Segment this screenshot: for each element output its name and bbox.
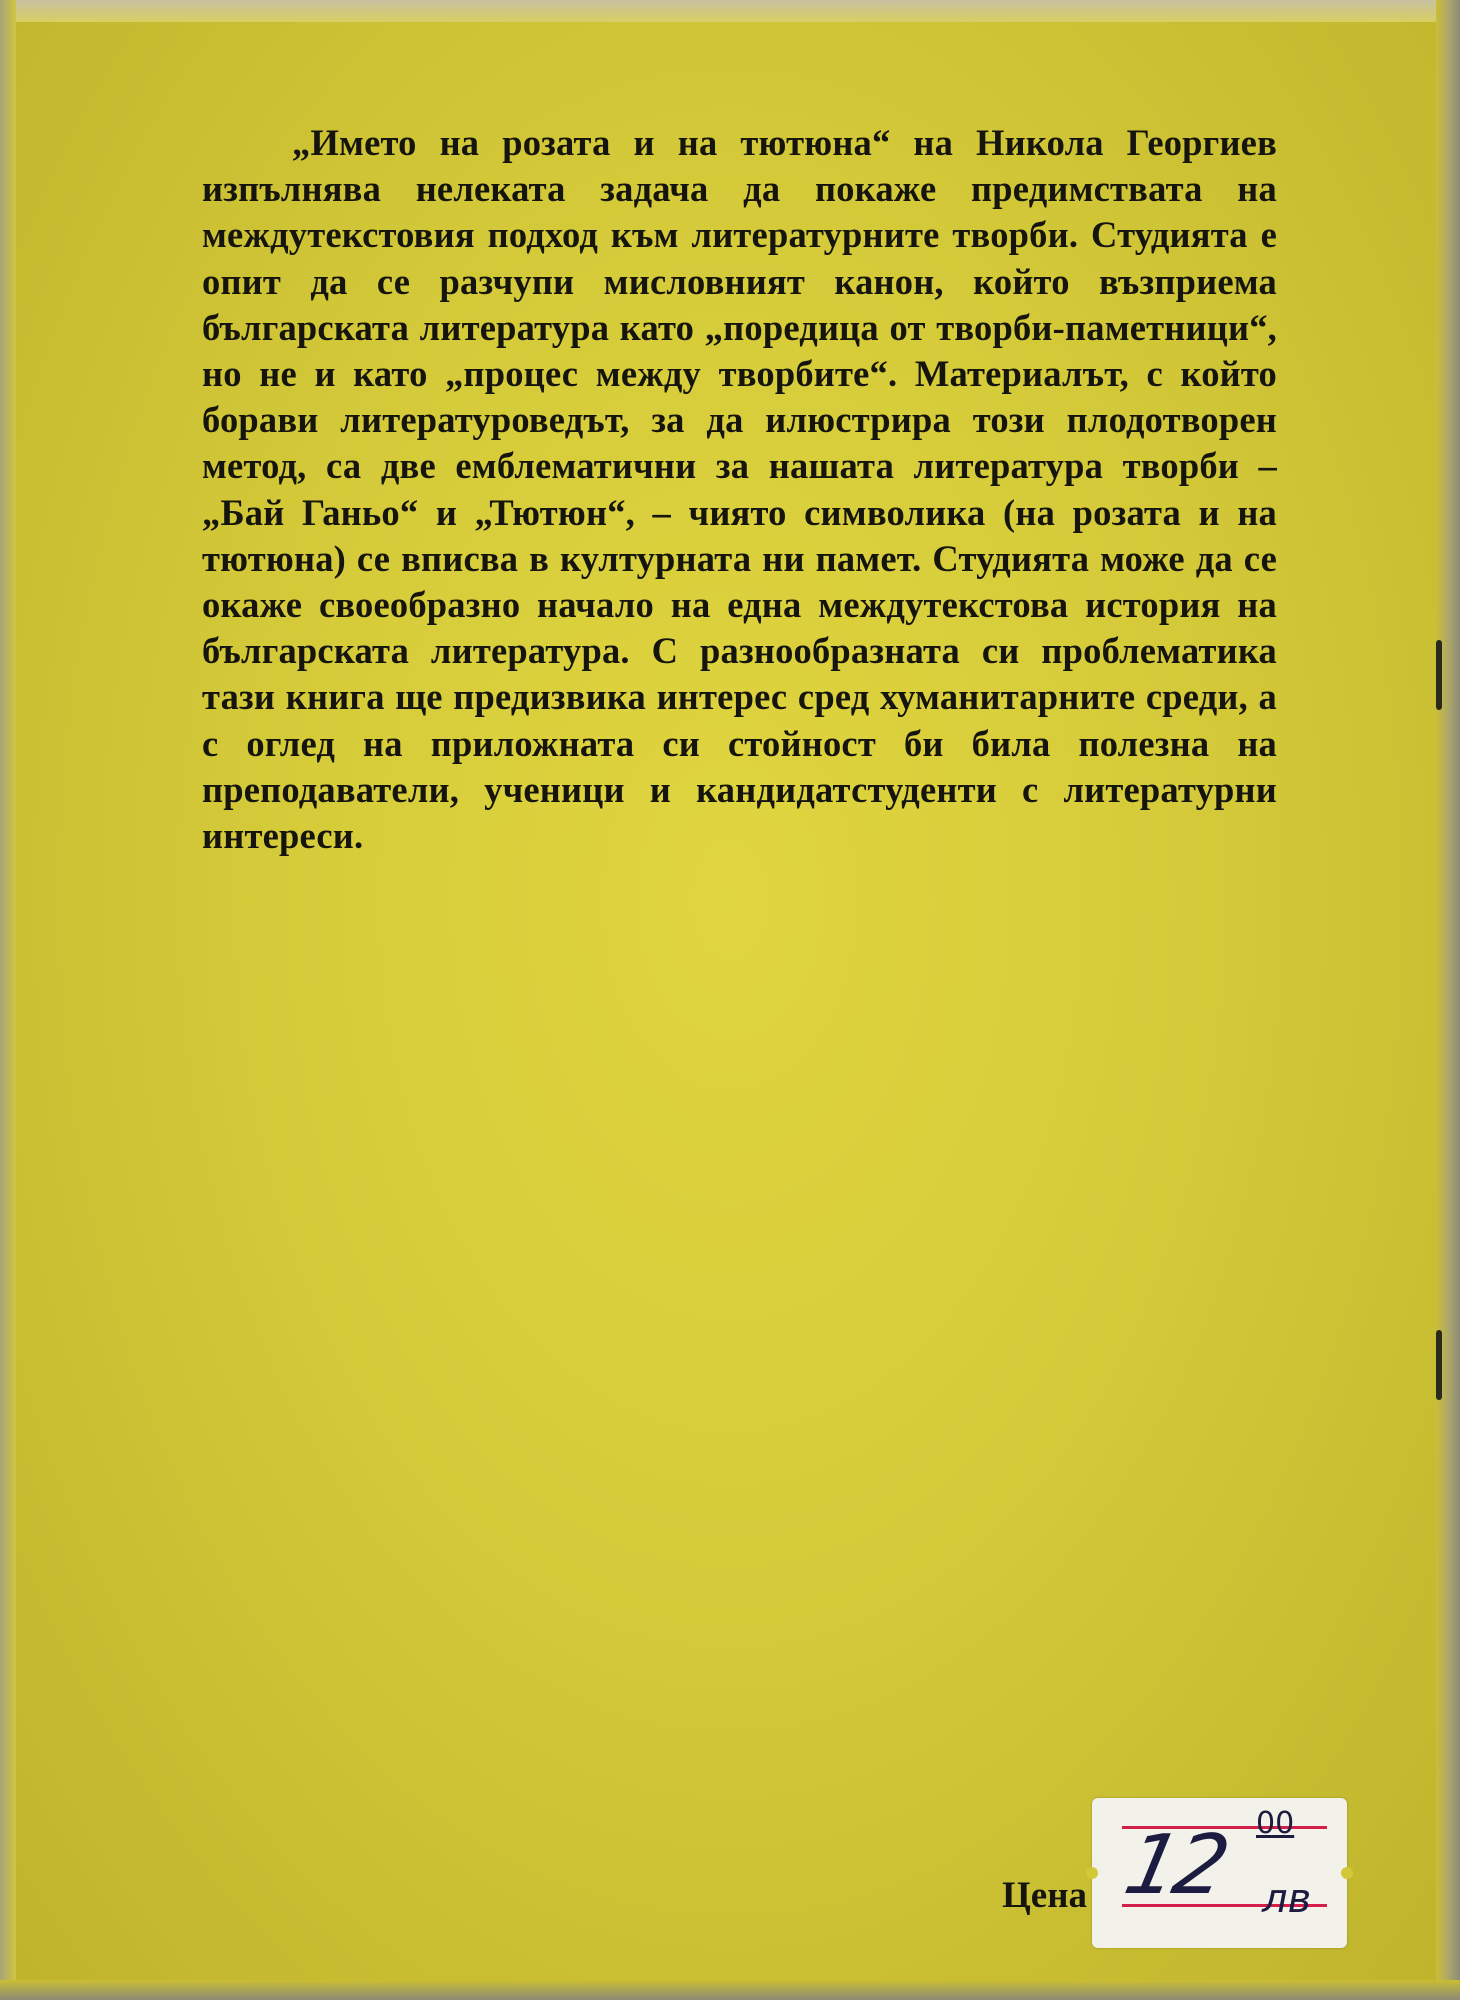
price-value: 12 xyxy=(1116,1818,1234,1913)
cover-bottom-edge xyxy=(0,1980,1460,2000)
cover-left-edge xyxy=(0,0,16,2000)
blurb-paragraph: „Името на розата и на тютюна“ на Никола Георгиев изпълнява нелеката задача да покаже предимствата на междутекстовия подход към литературните творби. Студията е опит да се разчупи мисловният канон, който възприема българската литература като „поредица от творби-паметници“, но не и като „процес между творбите“. Материалът, с който борави литературоведът, за да илюстрира този плодотворен метод, са две емблематични за нашата литература творби – „Бай Ганьо“ и „Тютюн“, – чиято символика (на розата и на тютюна) се вписва в културната ни памет. Студията може да се окаже своеобразно начало на една междутекстова история на българската литература. С разнообразната си проблематика тази книга ще предизвика интерес сред хуманитарните среди, а с оглед на приложната си стойност би била полезна на преподаватели, ученици и кандидатстуденти с литературни интереси. xyxy=(202,122,1277,857)
cover-top-edge xyxy=(0,0,1460,22)
staple-mark xyxy=(1436,640,1442,710)
price-cents: 00 xyxy=(1256,1806,1295,1841)
price-unit: лв xyxy=(1262,1876,1312,1922)
price-sticker xyxy=(1092,1798,1347,1948)
staple-mark xyxy=(1436,1330,1442,1400)
cover-right-edge xyxy=(1436,0,1460,2000)
price-label: Цена xyxy=(1002,1875,1088,1916)
